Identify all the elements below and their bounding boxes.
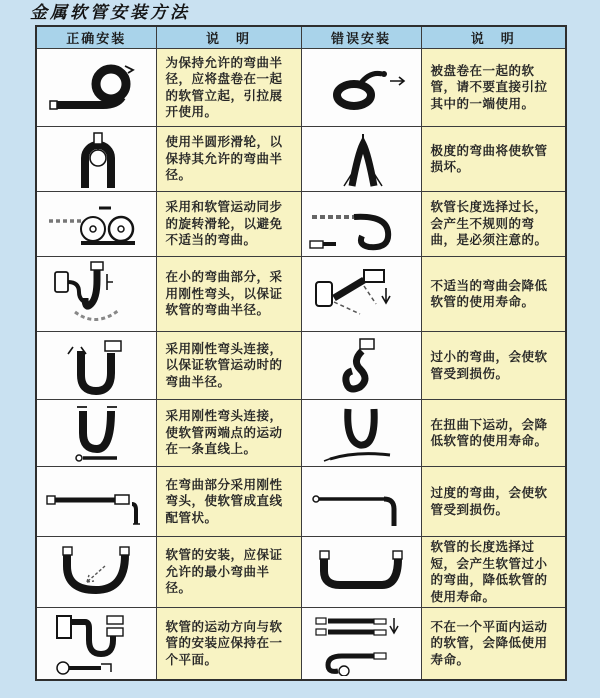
correct-description: 在弯曲部分采用刚性弯头，使软管成直线配管状。 [156,467,301,537]
wrong-description: 过小的弯曲，会使软管受到损伤。 [421,332,566,400]
correct-illustration-cell [36,608,156,680]
straight-hose-elbow-icon [41,470,151,534]
irregular-loop-hose-icon [306,195,416,253]
header-description-right: 说 明 [421,26,566,49]
out-of-plane-hose-icon [306,610,416,676]
correct-description: 为保持允许的弯曲半径，应将盘卷在一起的软管立起，引拉展开使用。 [156,49,301,127]
hose-over-pulley-icon [41,130,151,188]
table-row [36,49,566,127]
correct-illustration-cell [36,332,156,400]
correct-description: 采用刚性弯头连接，使软管两端点的运动在一条直线上。 [156,400,301,467]
page-title: 金属软管安装方法 [30,3,190,23]
table-row [36,400,566,467]
wrong-description: 在扭曲下运动，会降低软管的使用寿命。 [421,400,566,467]
sharply-bent-hose-icon [306,130,416,188]
s-curve-rigid-elbow-icon [41,260,151,328]
correct-illustration-cell [36,127,156,192]
overbent-hose-icon [306,470,416,534]
installation-methods-table [35,25,567,681]
table-row [36,608,566,680]
rotating-pulleys-icon [41,195,151,253]
table-row [36,537,566,608]
correct-illustration-cell [36,467,156,537]
table-row [36,127,566,192]
correct-description: 软管的运动方向与软管的安装应保持在一个平面。 [156,608,301,680]
correct-description: 使用半圆形滑轮，以保持其允许的弯曲半径。 [156,127,301,192]
twisted-u-hose-icon [306,403,416,463]
correct-illustration-cell [36,400,156,467]
wrong-illustration-cell [301,192,421,257]
wrong-illustration-cell [301,400,421,467]
wrong-description: 软管的长度选择过短，会产生软管过小的弯曲，降低软管的使用寿命。 [421,537,566,608]
correct-illustration-cell [36,537,156,608]
table-row [36,332,566,400]
wrong-illustration-cell [301,467,421,537]
correct-illustration-cell [36,257,156,332]
u-hose-inline-motion-icon [41,403,151,463]
header-wrong-install: 错误安装 [301,26,421,49]
header-correct-install: 正确安装 [36,26,156,49]
wide-u-min-radius-icon [41,544,151,600]
wrong-illustration-cell [301,332,421,400]
correct-description: 采用和软管运动同步的旋转滑轮，以避免不适当的弯曲。 [156,192,301,257]
correct-description: 在小的弯曲部分，采用刚性弯头，以保证软管的弯曲半径。 [156,257,301,332]
table-row [36,192,566,257]
wrong-illustration-cell [301,257,421,332]
wrong-illustration-cell [301,127,421,192]
correct-illustration-cell [36,192,156,257]
wrong-illustration-cell [301,608,421,680]
u-hose-rigid-elbow-icon [41,335,151,397]
wrong-illustration-cell [301,49,421,127]
correct-description: 软管的安装，应保证允许的最小弯曲半径。 [156,537,301,608]
table-row [36,467,566,537]
correct-illustration-cell [36,49,156,127]
wrong-description: 极度的弯曲将使软管损坏。 [421,127,566,192]
wrong-description: 软管长度选择过长，会产生不规则的弯曲，是必须注意的。 [421,192,566,257]
wrong-description: 被盘卷在一起的软管，请不要直接引拉其中的一端使用。 [421,49,566,127]
short-hose-shallow-u-icon [306,544,416,600]
wrong-illustration-cell [301,537,421,608]
wrong-description: 过度的弯曲，会使软管受到损伤。 [421,467,566,537]
correct-description: 采用刚性弯头连接，以保证软管运动时的弯曲半径。 [156,332,301,400]
wrong-description: 不适当的弯曲会降低软管的使用寿命。 [421,257,566,332]
coiled-hose-pulled-icon [306,57,416,119]
coiled-hose-standing-icon [41,57,151,119]
header-description-left: 说 明 [156,26,301,49]
too-small-bend-hose-icon [306,335,416,397]
planar-motion-hose-icon [41,610,151,676]
improper-bend-branch-icon [306,260,416,328]
header-row [36,26,566,49]
table-row [36,257,566,332]
wrong-description: 不在一个平面内运动的软管，会降低使用寿命。 [421,608,566,680]
